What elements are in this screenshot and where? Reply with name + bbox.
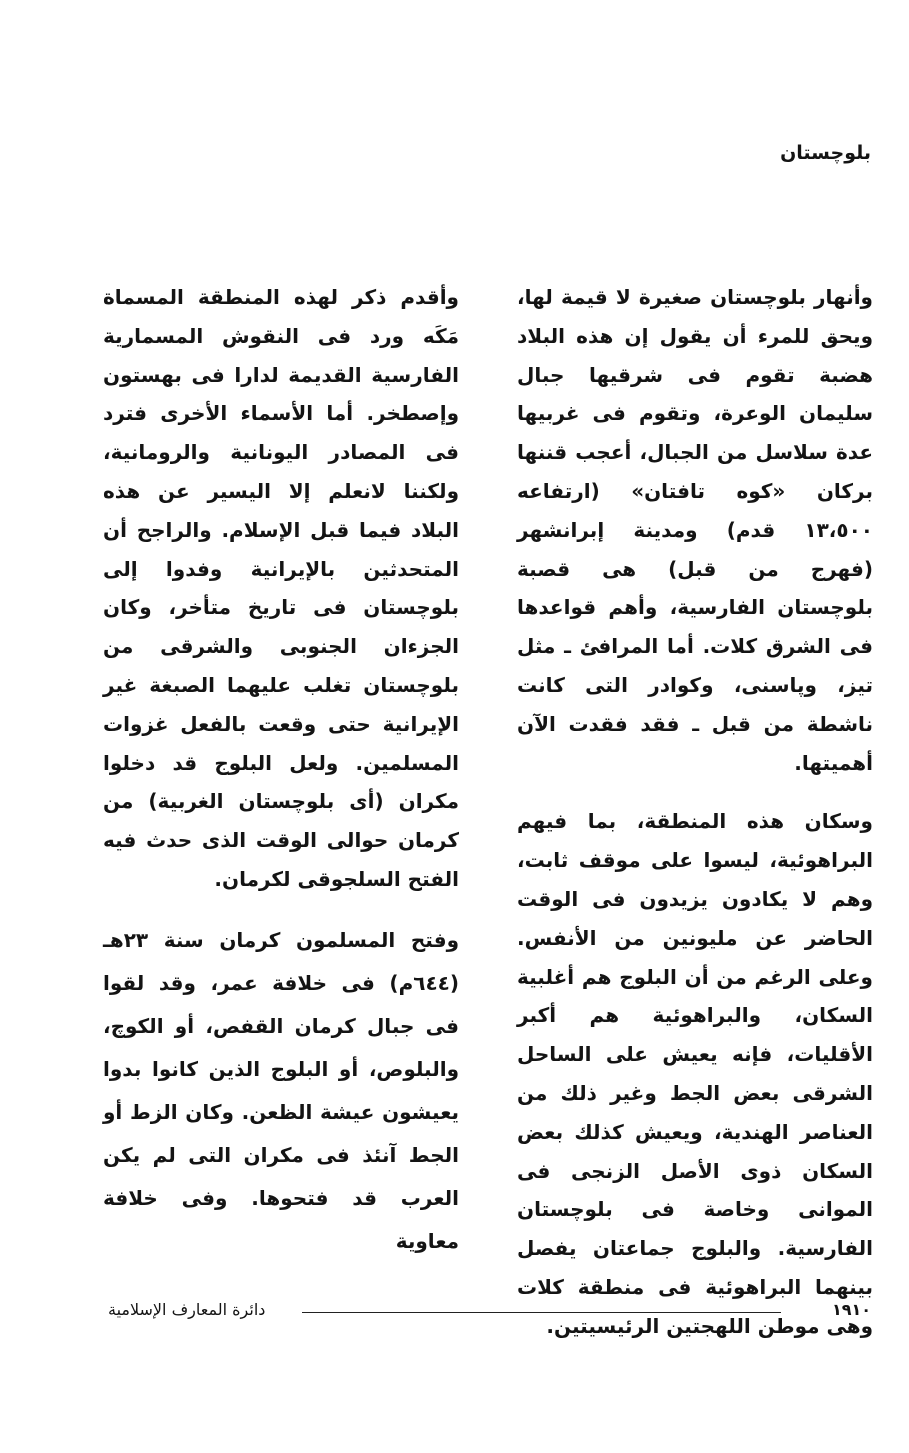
page-footer: [108, 1300, 871, 1330]
left-paragraph-1: وأقدم ذكر لهذه المنطقة المسماة مَكَه ورد فى النقوش المسمارية الفارسية القديمة لدارا فى بهستون وإصطخر. أما الأسماء الأخرى فترد فى المصادر اليونانية والرومانية، ولكننا لانعلم إلا اليسير عن هذه البلاد فيما قبل الإسلام. والراجح أن المتحدثين بالإيرانية وفدوا إلى بلوچستان فى تاريخ متأخر، وكان الجزءان الجنوبى والشرقى من بلوچستان تغلب عليهما الصبغة غير الإيرانية حتى وقعت بالفعل غزوات المسلمين. ولعل البلوج قد دخلوا مكران (أى بلوچستان الغربية) من كرمان حوالى الوقت الذى حدث فيه الفتح السلجوقى لكرمان.: [103, 285, 459, 891]
footer-title: دائرة المعارف الإسلامية: [108, 1300, 266, 1319]
page-number: ١٩١٠: [831, 1300, 871, 1319]
footer-rule: [302, 1312, 781, 1313]
right-paragraph-1: وأنهار بلوچستان صغيرة لا قيمة لها، ويحق للمرء أن يقول إن هذه البلاد هضبة تقوم فى شرقيها جبال سليمان الوعرة، وتقوم فى غربيها عدة سلاسل من الجبال، أعجب قننها بركان «كوه تافتان» (ارتفاعه ١٣،٥٠٠ قدم) ومدينة إبرانشهر (فهرج من قبل) هى قصبة بلوچستان الفارسية، وأهم قواعدها فى الشرق كلات. أما المرافئ ـ مثل تيز، وپاسنى، وكوادر التى كانت ناشطة من قبل ـ فقد فقدت الآن أهميتها.: [517, 285, 873, 775]
left-column: [103, 278, 459, 1263]
right-paragraph-2: وسكان هذه المنطقة، بما فيهم البراهوئية، ليسوا على موقف ثابت، وهم لا يكادون يزيدون فى الوقت الحاضر عن مليونين من الأنفس. وعلى الرغم من أن البلوج هم أغلبية السكان، والبراهوئية هم أكبر الأقليات، فإنه يعيش على الساحل الشرقى بعض الجط وغير ذلك من العناصر الهندية، ويعيش كذلك بعض السكان ذوى الأصل الزنجى فى الموانى وخاصة فى بلوچستان الفارسية. والبلوج جماعتان يفصل بينهما البراهوئية فى منطقة كلات وهى موطن اللهجتين الرئيسيتين.: [517, 809, 873, 1338]
right-column: [517, 278, 873, 1346]
page-header: بلوچستان: [780, 142, 871, 164]
left-paragraph-2: وفتح المسلمون كرمان سنة ٢٣هـ (٦٤٤م) فى خلافة عمر، وقد لقوا فى جبال كرمان القفص، أو الكوچ، والبلوص، أو البلوج الذين كانوا بدوا يعيشون عيشة الظعن. وكان الزط أو الجط آنئذ فى مكران التى لم يكن العرب قد فتحوها. وفى خلافة معاوية: [103, 927, 459, 1253]
